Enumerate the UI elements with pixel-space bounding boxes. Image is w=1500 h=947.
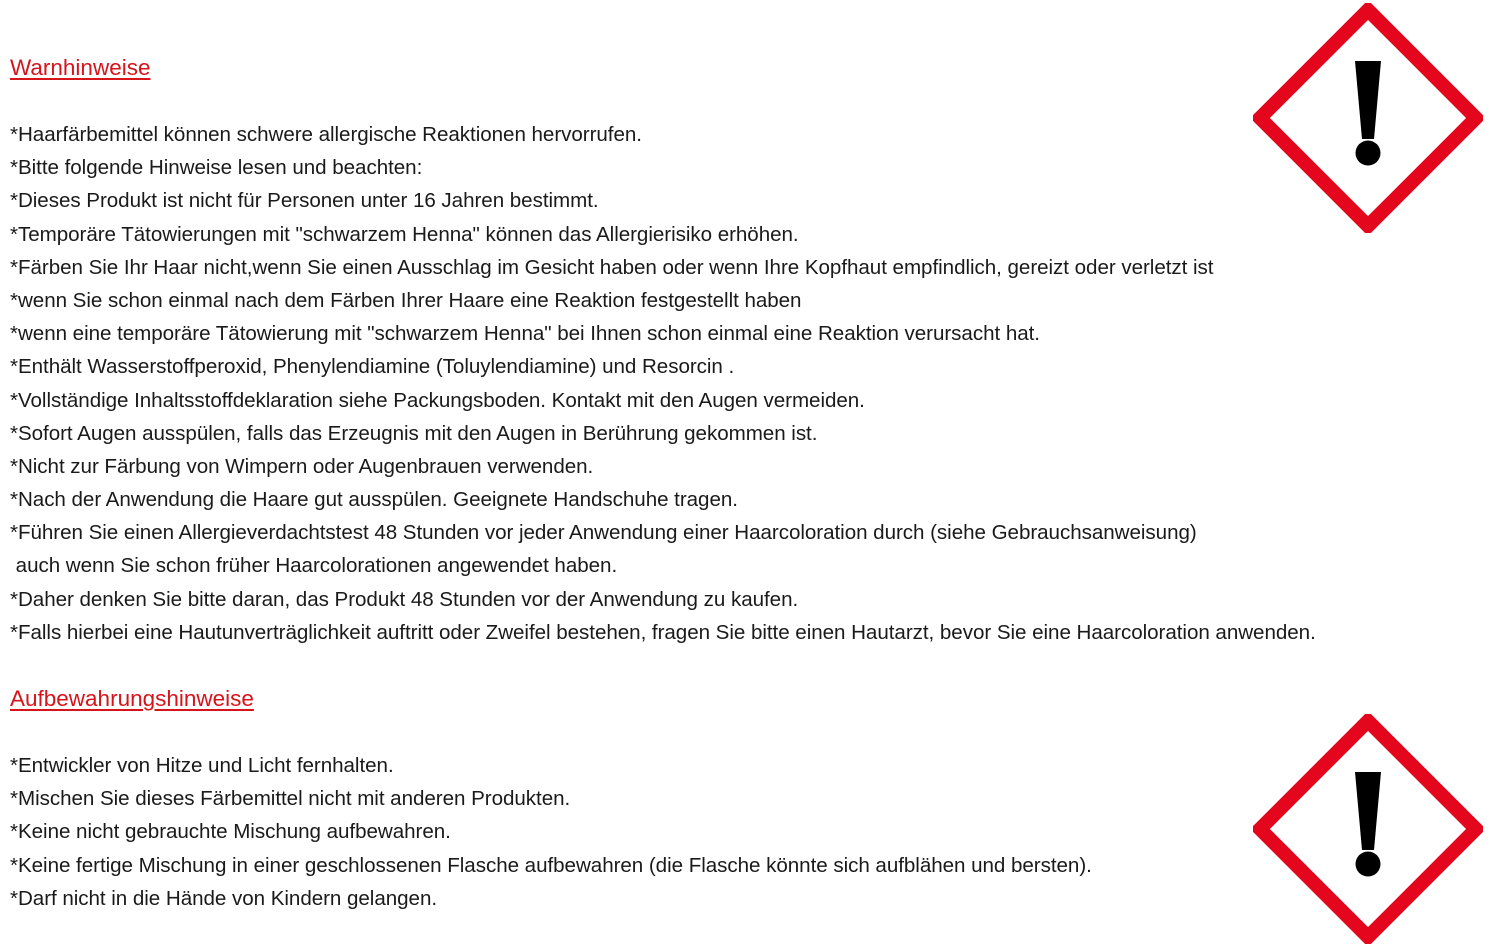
warning-line: *Färben Sie Ihr Haar nicht,wenn Sie einen Ausschlag im Gesicht haben oder wenn Ihre Kopfhaut empfindlich, gereizt oder verletzt ist — [10, 255, 1214, 279]
warning-line: *Dieses Produkt ist nicht für Personen unter 16 Jahren bestimmt. — [10, 189, 599, 213]
warning-line: *Sofort Augen ausspülen, falls das Erzeugnis mit den Augen in Berührung gekommen ist. — [10, 421, 818, 445]
warning-line: *Bitte folgende Hinweise lesen und beachten: — [10, 156, 423, 180]
exclamation-mark-hazard-icon — [1253, 3, 1483, 233]
exclamation-mark-hazard-icon — [1253, 714, 1483, 944]
warning-line: *Nach der Anwendung die Haare gut ausspülen. Geeignete Handschuhe tragen. — [10, 488, 738, 512]
warning-line: *Vollständige Inhaltsstoffdeklaration siehe Packungsboden. Kontakt mit den Augen vermeiden. — [10, 388, 865, 412]
warning-line: *Enthält Wasserstoffperoxid, Phenylendiamine (Toluylendiamine) und Resorcin . — [10, 355, 735, 379]
warning-line: *Falls hierbei eine Hautunverträglichkeit auftritt oder Zweifel bestehen, fragen Sie bitte einen Hautarzt, bevor Sie eine Haarcoloration anwenden. — [10, 620, 1316, 644]
storage-line: *Keine fertige Mischung in einer geschlossenen Flasche aufbewahren (die Flasche könnte sich aufblähen und bersten). — [10, 853, 1092, 877]
warnings-list — [10, 118, 1316, 649]
warning-line: *Nicht zur Färbung von Wimpern oder Augenbrauen verwenden. — [10, 454, 594, 478]
warnings-heading: Warnhinweise — [10, 55, 151, 80]
storage-line: *Keine nicht gebrauchte Mischung aufbewahren. — [10, 820, 451, 844]
warning-line: *wenn Sie schon einmal nach dem Färben Ihrer Haare eine Reaktion festgestellt haben — [10, 288, 802, 312]
storage-line: *Mischen Sie dieses Färbemittel nicht mit anderen Produkten. — [10, 787, 571, 811]
warning-line: auch wenn Sie schon früher Haarcolorationen angewendet haben. — [10, 554, 618, 578]
storage-line: *Darf nicht in die Hände von Kindern gelangen. — [10, 886, 438, 910]
storage-line: *Entwickler von Hitze und Licht fernhalten. — [10, 754, 394, 777]
storage-list — [10, 749, 1092, 915]
warning-line: *Führen Sie einen Allergieverdachtstest 48 Stunden vor jeder Anwendung einer Haarcoloration durch (siehe Gebrauchsanweisung) — [10, 521, 1197, 545]
warning-line: *Temporäre Tätowierungen mit "schwarzem Henna" können das Allergierisiko erhöhen. — [10, 222, 799, 246]
warning-line: *Haarfärbemittel können schwere allergische Reaktionen hervorrufen. — [10, 123, 642, 146]
exclamation-dot — [1356, 852, 1381, 877]
exclamation-dot — [1356, 141, 1381, 166]
warning-line: *wenn eine temporäre Tätowierung mit "schwarzem Henna" bei Ihnen schon einmal eine Reaktion verursacht hat. — [10, 322, 1040, 346]
storage-heading: Aufbewahrungshinweise — [10, 686, 254, 711]
warning-line: *Daher denken Sie bitte daran, das Produkt 48 Stunden vor der Anwendung zu kaufen. — [10, 587, 799, 611]
